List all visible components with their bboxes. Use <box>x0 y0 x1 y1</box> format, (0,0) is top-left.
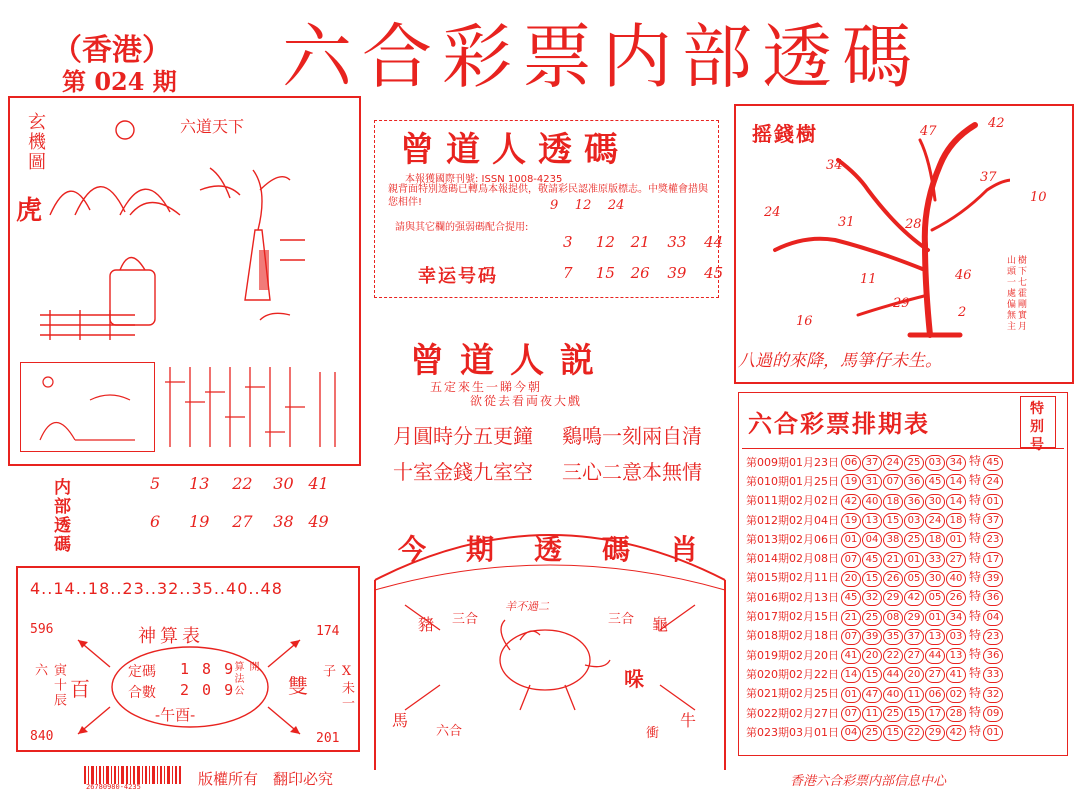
tree-num: 42 <box>988 116 1005 131</box>
special-label: 特 <box>969 666 982 681</box>
draw-number: 15 <box>862 667 882 683</box>
period-date: 第011期02月02日 <box>746 494 839 508</box>
draw-number: 06 <box>841 455 861 471</box>
draw-number: 39 <box>862 629 882 645</box>
draw-number: 29 <box>925 725 945 741</box>
corner-tr: 174 <box>316 624 340 639</box>
draw-number: 13 <box>862 513 882 529</box>
liuhe-label: 六合 <box>436 724 463 739</box>
special-number: 09 <box>983 706 1003 722</box>
draw-number: 22 <box>883 648 903 664</box>
handwritten-grid <box>165 362 355 457</box>
draw-number: 07 <box>841 706 861 722</box>
lucky-num: 3 <box>563 233 573 251</box>
handwritten-top: 9 12 24 <box>550 198 625 213</box>
draw-number: 05 <box>925 590 945 606</box>
schedule-row <box>746 471 1004 490</box>
special-label: 特 <box>969 550 982 565</box>
special-label: 特 <box>969 473 982 488</box>
special-label: 特 <box>969 608 982 623</box>
draw-number: 40 <box>946 571 966 587</box>
poem-line-2b: 三心二意本無情 <box>562 460 702 484</box>
draw-number: 24 <box>883 455 903 471</box>
draw-number: 03 <box>904 513 924 529</box>
lucky-num: 21 <box>630 233 650 251</box>
special-number: 39 <box>983 571 1003 587</box>
schedule-row <box>746 491 1004 510</box>
special-label: 特 <box>969 492 982 507</box>
draw-number: 20 <box>904 667 924 683</box>
draw-number: 45 <box>841 590 861 606</box>
draw-number: 35 <box>883 629 903 645</box>
draw-number: 21 <box>841 610 861 626</box>
draw-number: 27 <box>925 667 945 683</box>
special-label: 特 <box>969 512 982 527</box>
page-title: 六合彩票内部透碼 <box>282 16 922 98</box>
org-name: 香港六合彩票内部信息中心 <box>790 774 947 789</box>
draw-number: 15 <box>883 513 903 529</box>
draw-number: 18 <box>925 532 945 548</box>
scene-caption: 六道天下 <box>180 117 245 136</box>
money-tree <box>760 120 1010 345</box>
copyright-text: 版權所有 翻印必究 <box>198 770 334 788</box>
period-date: 第010期01月25日 <box>746 474 839 488</box>
draw-number: 24 <box>925 513 945 529</box>
tree-title: 摇錢樹 <box>752 122 818 146</box>
schedule-row <box>746 664 1004 683</box>
tree-num: 29 <box>893 296 910 311</box>
draw-number: 26 <box>946 590 966 606</box>
draw-number: 41 <box>946 667 966 683</box>
special-number: 01 <box>983 494 1003 510</box>
special-label: 特 <box>969 454 982 469</box>
special-number: 36 <box>983 648 1003 664</box>
tree-num: 46 <box>955 268 972 283</box>
region-label: （香港） <box>52 33 172 68</box>
lucky-num: 12 <box>595 233 615 251</box>
schedule-row <box>746 529 1004 548</box>
draw-number: 14 <box>946 494 966 510</box>
draw-number: 14 <box>841 667 861 683</box>
corner-br: 201 <box>316 731 340 746</box>
special-number: 32 <box>983 687 1003 703</box>
lucky-num: 26 <box>630 264 650 282</box>
special-label: 特 <box>969 705 982 719</box>
period-date: 第016期02月13日 <box>746 590 839 604</box>
zodiac-horse: 馬 <box>392 711 409 730</box>
draw-number: 04 <box>862 532 882 548</box>
lucky-num: 7 <box>563 264 573 282</box>
special-label: 特 <box>969 569 982 584</box>
draw-number: 07 <box>883 474 903 490</box>
schedule-row <box>746 452 1004 471</box>
schedule-row <box>746 548 1004 567</box>
draw-number: 25 <box>883 706 903 722</box>
neibu-num: 38 <box>273 512 294 531</box>
special-label: 特 <box>969 647 982 662</box>
schedule-row <box>746 626 1004 645</box>
says-sub-1: 五定來生一睇今朝 <box>430 380 543 394</box>
special-number: 37 <box>983 513 1003 529</box>
inset-drawing <box>30 370 140 445</box>
draw-number: 47 <box>862 687 882 703</box>
draw-number: 22 <box>904 725 924 741</box>
period-date: 第015期02月11日 <box>746 571 839 585</box>
period-date: 第021期02月25日 <box>746 687 839 701</box>
special-label: 特 <box>969 627 982 642</box>
draw-number: 29 <box>904 610 924 626</box>
heshu-label: 合數 <box>128 685 156 701</box>
draw-number: 30 <box>925 571 945 587</box>
draw-number: 40 <box>862 494 882 510</box>
left-small-text: 寅十辰六 <box>32 663 66 708</box>
draw-number: 13 <box>925 629 945 645</box>
draw-number: 20 <box>862 648 882 664</box>
schedule-row <box>746 703 1004 722</box>
zodiac-pig: 豬 <box>418 615 435 634</box>
special-number: 04 <box>983 610 1003 626</box>
draw-number: 01 <box>946 532 966 548</box>
tree-num: 28 <box>905 217 922 232</box>
neibu-num: 5 <box>150 474 161 493</box>
draw-number: 18 <box>883 494 903 510</box>
neibu-row-1 <box>150 474 338 493</box>
says-sub-2: 欲從去看両夜大戲 <box>470 394 583 408</box>
draw-number: 01 <box>904 552 924 568</box>
tree-num: 47 <box>920 124 937 139</box>
draw-number: 27 <box>946 552 966 568</box>
zodiac-ox: 牛 <box>680 711 697 730</box>
right-big-char: 雙 <box>288 674 308 698</box>
tree-num: 2 <box>958 305 967 320</box>
special-number: 23 <box>983 532 1003 548</box>
xuanji-label: 玄機圖 <box>25 112 46 172</box>
notice-issn: 本報獲國際刊號: ISSN 1008-4235 <box>405 174 563 185</box>
tree-num: 24 <box>764 205 781 220</box>
lucky-num: 15 <box>595 264 615 282</box>
special-number: 23 <box>983 629 1003 645</box>
draw-number: 02 <box>946 687 966 703</box>
issue-number: 第 024 期 <box>62 67 177 96</box>
zodiac-chong: 衝 <box>646 726 660 741</box>
zodiac-rabbit: 哚 <box>624 667 644 691</box>
draw-number: 41 <box>841 648 861 664</box>
draw-number: 13 <box>946 648 966 664</box>
poem-line-2a: 十室金錢九室空 <box>393 460 533 484</box>
draw-number: 01 <box>841 687 861 703</box>
draw-number: 36 <box>904 474 924 490</box>
schedule-row <box>746 645 1004 664</box>
neibu-num: 22 <box>232 474 253 493</box>
draw-number: 15 <box>904 706 924 722</box>
neibu-num: 41 <box>308 474 329 493</box>
draw-number: 45 <box>862 552 882 568</box>
sanhe-left: 三合 <box>452 612 479 627</box>
draw-number: 03 <box>925 455 945 471</box>
draw-number: 07 <box>841 629 861 645</box>
draw-number: 40 <box>883 687 903 703</box>
draw-number: 42 <box>841 494 861 510</box>
special-number: 36 <box>983 590 1003 606</box>
lucky-row-1 <box>563 233 734 251</box>
draw-number: 42 <box>904 590 924 606</box>
tree-num: 31 <box>838 215 855 230</box>
draw-number: 11 <box>904 687 924 703</box>
draw-number: 33 <box>925 552 945 568</box>
draw-number: 31 <box>862 474 882 490</box>
barcode-text: 26780980-4235 <box>86 783 141 791</box>
poem-line-1b: 鷄鳴一刻兩自清 <box>562 424 702 448</box>
lucky-num: 44 <box>704 233 724 251</box>
draw-number: 34 <box>946 455 966 471</box>
draw-number: 14 <box>946 474 966 490</box>
tree-side-text: 樹下七霍剛實月 山頭一處偏無主 <box>1005 255 1026 332</box>
neibu-row-2 <box>150 512 338 531</box>
suanfa-label: 算法公開 <box>232 661 258 697</box>
draw-number: 25 <box>862 725 882 741</box>
neibu-num: 6 <box>150 512 161 531</box>
notice-usage: 請與其它欄的强弱碼配合提用: <box>395 222 529 233</box>
draw-number: 07 <box>841 552 861 568</box>
draw-number: 38 <box>883 532 903 548</box>
draw-number: 21 <box>883 552 903 568</box>
schedule-rule <box>742 448 1064 449</box>
draw-number: 04 <box>841 725 861 741</box>
notice-text: 親背面特別透碼已轉鳥本報提供，敬請彩民認准原版標志。中獎權會措與您相伴! <box>388 184 708 208</box>
period-date: 第013期02月06日 <box>746 532 839 546</box>
wuyou-label: -午酉- <box>155 706 196 724</box>
schedule-row <box>746 684 1004 703</box>
says-title: 曾道人説 <box>410 341 610 381</box>
lucky-label: 幸运号码 <box>418 266 498 287</box>
schedule-table <box>746 452 1004 741</box>
dingma-label: 定碼 <box>128 664 156 680</box>
shensuan-title: 神算表 <box>138 626 204 647</box>
special-number: 33 <box>983 667 1003 683</box>
tree-num: 37 <box>980 170 997 185</box>
draw-number: 44 <box>925 648 945 664</box>
draw-number: 29 <box>883 590 903 606</box>
period-title: 今期透碼肖 <box>398 533 739 566</box>
draw-number: 15 <box>862 571 882 587</box>
neibu-num: 30 <box>273 474 294 493</box>
neibu-num: 27 <box>232 512 253 531</box>
schedule-title: 六合彩票排期表 <box>748 409 930 438</box>
right-small-text: Ⅹ未一子 <box>320 664 354 711</box>
special-number: 45 <box>983 455 1003 471</box>
lucky-row-2 <box>563 264 734 282</box>
numbers-line: 4..14..18..23..32..35..40..48 <box>30 579 283 598</box>
neibu-num: 13 <box>189 474 210 493</box>
special-number: 01 <box>983 725 1003 741</box>
draw-number: 01 <box>925 610 945 626</box>
lucky-num: 45 <box>704 264 724 282</box>
zodiac-turtle: 龜 <box>652 615 669 634</box>
lucky-num: 39 <box>667 264 687 282</box>
draw-number: 06 <box>925 687 945 703</box>
draw-number: 19 <box>841 474 861 490</box>
special-number: 24 <box>983 474 1003 490</box>
special-badge: 特别号 <box>1020 396 1056 448</box>
special-label: 特 <box>969 589 982 604</box>
draw-number: 25 <box>862 610 882 626</box>
draw-number: 44 <box>883 667 903 683</box>
dingma-value: 1 8 9 <box>180 660 236 678</box>
schedule-row <box>746 568 1004 587</box>
schedule-row <box>746 510 1004 529</box>
zodiac-top: 羊不過二 <box>505 600 549 613</box>
draw-number: 18 <box>946 513 966 529</box>
draw-number: 05 <box>904 571 924 587</box>
tree-num: 34 <box>826 158 843 173</box>
schedule-row <box>746 587 1004 606</box>
corner-tl: 596 <box>30 622 54 637</box>
period-date: 第014期02月08日 <box>746 552 839 566</box>
special-label: 特 <box>969 531 982 546</box>
draw-number: 26 <box>883 571 903 587</box>
tree-num: 16 <box>796 314 813 329</box>
period-date: 第019期02月20日 <box>746 648 839 662</box>
period-date: 第012期02月04日 <box>746 513 839 527</box>
draw-number: 03 <box>946 629 966 645</box>
schedule-row <box>746 722 1004 741</box>
draw-number: 25 <box>904 532 924 548</box>
special-number: 17 <box>983 552 1003 568</box>
draw-number: 36 <box>904 494 924 510</box>
period-date: 第017期02月15日 <box>746 610 839 624</box>
draw-number: 15 <box>883 725 903 741</box>
draw-number: 34 <box>946 610 966 626</box>
tree-num: 10 <box>1030 190 1047 205</box>
sanhe-right: 三合 <box>608 612 635 627</box>
poem-line-1a: 月圓時分五更鐘 <box>393 424 533 448</box>
draw-number: 01 <box>841 532 861 548</box>
schedule-row <box>746 606 1004 625</box>
draw-number: 37 <box>904 629 924 645</box>
center-title: 曾道人透碼 <box>400 130 630 170</box>
period-date: 第018期02月18日 <box>746 629 839 643</box>
draw-number: 28 <box>946 706 966 722</box>
period-date: 第022期02月27日 <box>746 706 839 720</box>
neibu-num: 49 <box>308 512 329 531</box>
heshu-value: 2 0 9 <box>180 681 236 699</box>
draw-number: 17 <box>925 706 945 722</box>
draw-number: 11 <box>862 706 882 722</box>
corner-bl: 840 <box>30 729 54 744</box>
draw-number: 30 <box>925 494 945 510</box>
draw-number: 20 <box>841 571 861 587</box>
draw-number: 42 <box>946 725 966 741</box>
tree-num: 11 <box>860 272 877 287</box>
draw-number: 32 <box>862 590 882 606</box>
riddle-illustration <box>30 120 330 360</box>
neibu-label: 内部透碼 <box>50 478 70 554</box>
draw-number: 08 <box>883 610 903 626</box>
period-date: 第009期01月23日 <box>746 455 839 469</box>
lucky-num: 33 <box>667 233 687 251</box>
left-big-char: 百 <box>70 677 90 701</box>
draw-number: 25 <box>904 455 924 471</box>
period-date: 第020期02月22日 <box>746 667 839 681</box>
xuanji-glyph: 虎 <box>16 196 43 226</box>
draw-number: 37 <box>862 455 882 471</box>
special-label: 特 <box>969 724 982 739</box>
tree-caption: 八過的來降，馬箏仔未生。 <box>738 351 942 371</box>
draw-number: 19 <box>841 513 861 529</box>
draw-number: 27 <box>904 648 924 664</box>
period-date: 第023期03月01日 <box>746 725 839 739</box>
draw-number: 45 <box>925 474 945 490</box>
neibu-num: 19 <box>189 512 210 531</box>
special-label: 特 <box>969 685 982 700</box>
